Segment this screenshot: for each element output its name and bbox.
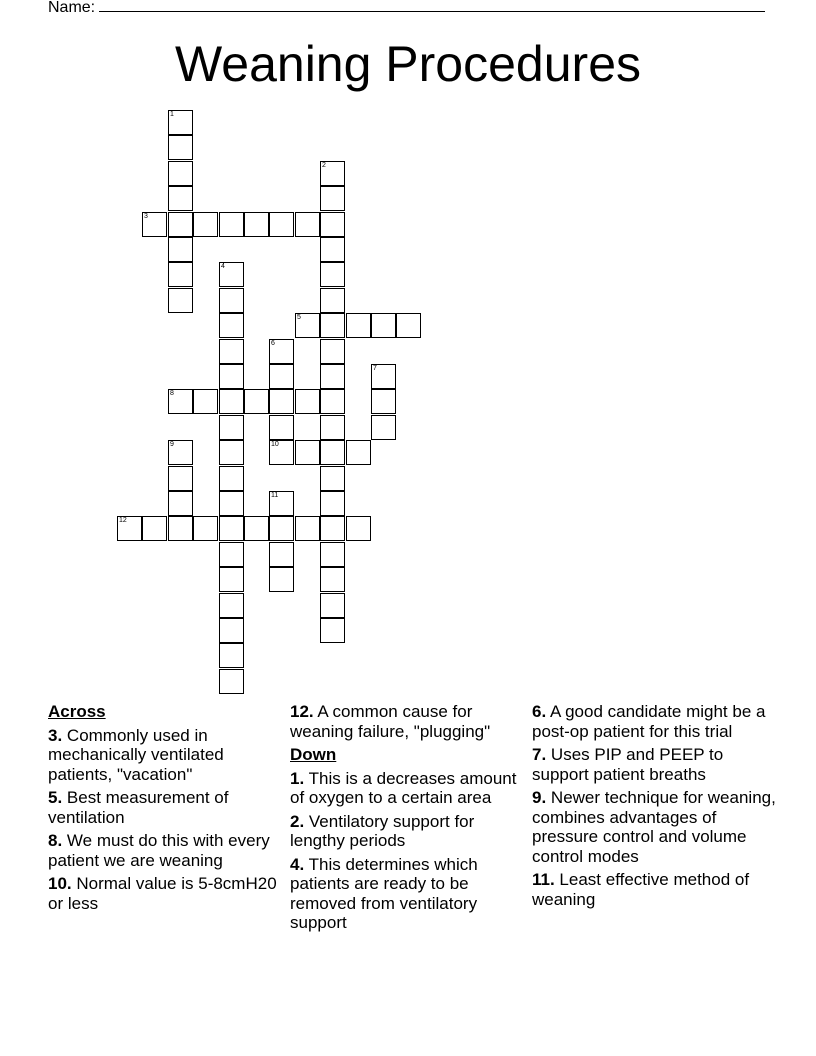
- cell-number: 7: [373, 365, 377, 372]
- cell-number: 1: [170, 111, 174, 118]
- crossword-cell[interactable]: [193, 516, 218, 541]
- crossword-cell[interactable]: [219, 516, 244, 541]
- crossword-cell[interactable]: [142, 516, 167, 541]
- crossword-cell[interactable]: [193, 212, 218, 237]
- crossword-cell[interactable]: [168, 161, 193, 186]
- clue-text: Best measurement of ventilation: [48, 788, 229, 827]
- clue-text: Newer technique for weaning, combines advantages of pressure control and volume control modes: [532, 788, 776, 866]
- crossword-cell[interactable]: [320, 339, 345, 364]
- crossword-cell[interactable]: [320, 237, 345, 262]
- crossword-cell[interactable]: [346, 440, 371, 465]
- crossword-cell[interactable]: [269, 389, 294, 414]
- crossword-cell[interactable]: [371, 364, 396, 389]
- crossword-cell[interactable]: [168, 389, 193, 414]
- page-title: Weaning Procedures: [174, 36, 641, 92]
- crossword-cell[interactable]: [219, 339, 244, 364]
- crossword-cell[interactable]: [346, 313, 371, 338]
- crossword-cell[interactable]: [219, 491, 244, 516]
- crossword-cell[interactable]: [396, 313, 421, 338]
- crossword-cell[interactable]: [320, 389, 345, 414]
- clue-across-5: [48, 788, 288, 827]
- crossword-cell[interactable]: [168, 466, 193, 491]
- crossword-cell[interactable]: [244, 212, 269, 237]
- clue-down-4: [290, 855, 530, 933]
- clue-down-1: [290, 769, 530, 808]
- clue-across-8: [48, 831, 288, 870]
- crossword-cell[interactable]: [219, 389, 244, 414]
- clue-number: 8.: [48, 831, 63, 850]
- cell-number: 8: [170, 390, 174, 397]
- crossword-cell[interactable]: [320, 313, 345, 338]
- clue-text: This determines which patients are ready to be removed from ventilatory support: [290, 854, 478, 932]
- crossword-cell[interactable]: [219, 212, 244, 237]
- clue-text: This is a decreases amount of oxygen to a certain area: [290, 768, 517, 807]
- clue-number: 5.: [48, 788, 63, 807]
- crossword-cell[interactable]: [295, 313, 320, 338]
- crossword-cell[interactable]: [320, 542, 345, 567]
- clue-number: 10.: [48, 874, 72, 893]
- crossword-cell[interactable]: [168, 288, 193, 313]
- cell-number: 11: [271, 492, 279, 499]
- crossword-cell[interactable]: [219, 415, 244, 440]
- crossword-cell[interactable]: [219, 262, 244, 287]
- crossword-cell[interactable]: [320, 516, 345, 541]
- crossword-cell[interactable]: [219, 643, 244, 668]
- crossword-cell[interactable]: [269, 567, 294, 592]
- clue-text: Ventilatory support for lengthy periods: [290, 811, 475, 850]
- down-heading: Down: [290, 745, 337, 764]
- crossword-cell[interactable]: [219, 669, 244, 694]
- crossword-cell[interactable]: [371, 415, 396, 440]
- crossword-cell[interactable]: [371, 389, 396, 414]
- cell-number: 10: [271, 441, 279, 448]
- crossword-cell[interactable]: [320, 212, 345, 237]
- crossword-cell[interactable]: [320, 466, 345, 491]
- clue-down-6: [532, 702, 782, 741]
- name-label: Name:: [48, 0, 96, 16]
- crossword-cell[interactable]: [269, 415, 294, 440]
- clue-across-12: [290, 702, 530, 741]
- crossword-cell[interactable]: [295, 516, 320, 541]
- crossword-cell[interactable]: [219, 440, 244, 465]
- crossword-cell[interactable]: [168, 516, 193, 541]
- clue-number: 7.: [532, 745, 547, 764]
- crossword-cell[interactable]: [269, 339, 294, 364]
- crossword-cell[interactable]: [244, 389, 269, 414]
- crossword-cell[interactable]: [295, 212, 320, 237]
- clue-text: Normal value is 5-8cmH20 or less: [48, 874, 277, 913]
- clues-column-3: [532, 702, 782, 913]
- clues-column-1: [48, 702, 288, 917]
- crossword-cell[interactable]: [320, 440, 345, 465]
- crossword-cell[interactable]: [193, 389, 218, 414]
- cell-number: 2: [322, 162, 326, 169]
- clue-number: 6.: [532, 702, 547, 721]
- clues-column-2: [290, 702, 530, 937]
- clue-text: Uses PIP and PEEP to support patient breaths: [532, 745, 724, 784]
- crossword-cell[interactable]: [168, 440, 193, 465]
- crossword-cell[interactable]: [269, 542, 294, 567]
- cell-number: 9: [170, 441, 174, 448]
- clue-down-2: [290, 812, 530, 851]
- clue-number: 12.: [290, 702, 314, 721]
- cell-number: 4: [221, 263, 225, 270]
- cell-number: 12: [119, 517, 127, 524]
- crossword-cell[interactable]: [168, 212, 193, 237]
- crossword-cell[interactable]: [244, 516, 269, 541]
- crossword-cell[interactable]: [320, 262, 345, 287]
- crossword-cell[interactable]: [269, 491, 294, 516]
- clue-text: Commonly used in mechanically ventilated patients, "vacation": [48, 725, 224, 784]
- crossword-cell[interactable]: [320, 161, 345, 186]
- cell-number: 3: [144, 213, 148, 220]
- crossword-cell[interactable]: [269, 364, 294, 389]
- clue-across-10: [48, 874, 288, 913]
- clue-text: A good candidate might be a post-op patient for this trial: [532, 702, 766, 741]
- crossword-cell[interactable]: [219, 618, 244, 643]
- crossword-cell[interactable]: [168, 237, 193, 262]
- clue-across-3: [48, 726, 288, 785]
- crossword-cell[interactable]: [219, 313, 244, 338]
- crossword-cell[interactable]: [320, 618, 345, 643]
- clue-number: 9.: [532, 788, 547, 807]
- crossword-cell[interactable]: [219, 567, 244, 592]
- crossword-cell[interactable]: [168, 262, 193, 287]
- clue-number: 1.: [290, 768, 305, 788]
- cell-number: 5: [297, 314, 301, 321]
- across-heading: Across: [48, 702, 106, 721]
- clue-number: 4.: [290, 854, 305, 874]
- crossword-cell[interactable]: [168, 491, 193, 516]
- crossword-cell[interactable]: [269, 516, 294, 541]
- crossword-cell[interactable]: [168, 135, 193, 160]
- crossword-cell[interactable]: [142, 212, 167, 237]
- crossword-cell[interactable]: [320, 288, 345, 313]
- clue-down-11: [532, 870, 782, 909]
- crossword-cell[interactable]: [295, 440, 320, 465]
- crossword-cell[interactable]: [168, 110, 193, 135]
- crossword-cell[interactable]: [219, 288, 244, 313]
- clue-down-7: [532, 745, 782, 784]
- crossword-cell[interactable]: [320, 186, 345, 211]
- crossword-cell[interactable]: [320, 415, 345, 440]
- crossword-cell[interactable]: [320, 491, 345, 516]
- clue-number: 11.: [532, 870, 555, 889]
- crossword-cell[interactable]: [219, 542, 244, 567]
- crossword-cell[interactable]: [295, 389, 320, 414]
- crossword-cell[interactable]: [320, 567, 345, 592]
- crossword-cell[interactable]: [346, 516, 371, 541]
- crossword-cell[interactable]: [219, 593, 244, 618]
- crossword-cell[interactable]: [320, 364, 345, 389]
- crossword-cell[interactable]: [320, 593, 345, 618]
- crossword-cell[interactable]: [117, 516, 142, 541]
- crossword-cell[interactable]: [219, 466, 244, 491]
- crossword-cell[interactable]: [168, 186, 193, 211]
- crossword-cell[interactable]: [219, 364, 244, 389]
- crossword-cell[interactable]: [269, 212, 294, 237]
- clue-text: We must do this with every patient we are weaning: [48, 831, 270, 870]
- crossword-cell[interactable]: [269, 440, 294, 465]
- clue-text: Least effective method of weaning: [532, 870, 750, 909]
- crossword-cell[interactable]: [371, 313, 396, 338]
- clue-number: 2.: [290, 811, 305, 831]
- clue-down-9: [532, 788, 782, 866]
- clue-number: 3.: [48, 725, 63, 745]
- cell-number: 6: [271, 340, 275, 347]
- clue-text: A common cause for weaning failure, "plugging": [290, 702, 491, 741]
